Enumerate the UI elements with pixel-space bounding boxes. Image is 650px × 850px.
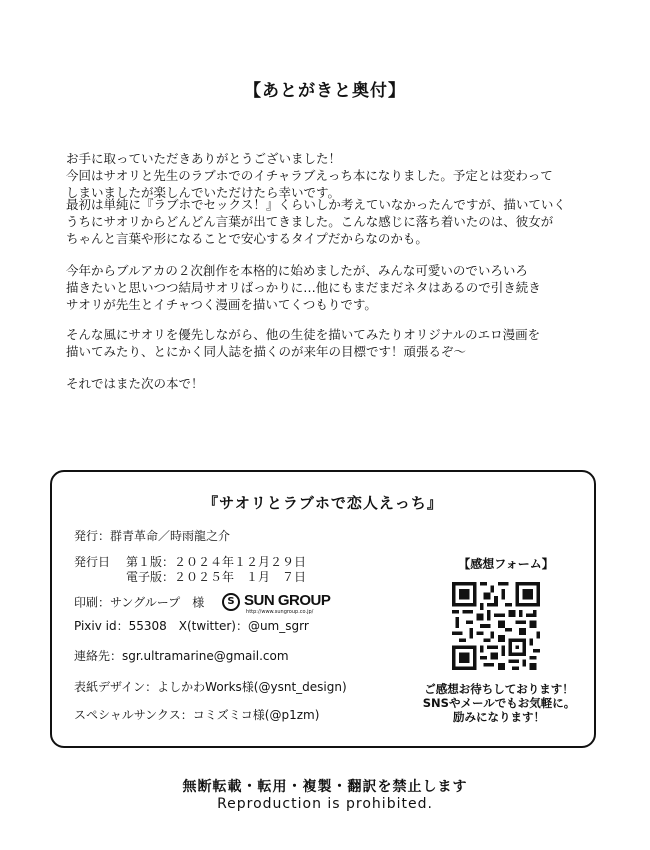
paragraph-line: サオリが先生とイチャつく漫画を描いてくつもりです。 [66,297,377,312]
publisher-line: 発行：群青革命／時雨龍之介 [74,529,231,543]
printer-text: 印刷：サングループ 様 [74,595,205,610]
cover-design-line: 表紙デザイン：よしかわWorks様(@ysnt_design) [74,680,347,694]
paragraph-line: 最初は単純に『ラブホでセックス！』くらいしか考えていなかったんですが、描いていく [66,197,566,212]
sun-group-logo-text: SUN GROUP [244,592,331,609]
copyright-notice-jp: 無断転載・転用・複製・翻訳を禁止します [182,779,468,795]
feedback-message-line: SNSやメールでもお気軽に。 [422,696,576,710]
afterword-paragraph-5 [66,375,606,392]
sun-group-mark-icon: S [222,593,240,611]
qr-code-icon[interactable] [452,582,540,670]
paragraph-line: それではまた次の本で！ [66,376,204,391]
printer-line [74,592,340,614]
paragraph-line: うちにサオリからどんどん言葉が出てきました。こんな感じに落ち着いたのは、彼女が [66,214,554,229]
copyright-notice-en: Reproduction is prohibited. [217,796,433,812]
afterword-heading: 【あとがきと奥付】 [244,81,406,101]
afterword-paragraph-2 [66,196,606,247]
special-thanks-line: スペシャルサンクス：コミズミコ様(@p1zm) [74,708,320,722]
paragraph-line: 描きたいと思いつつ結局サオリばっかりに…他にもまだまだネタはあるので引き続き [66,280,541,295]
paragraph-line: そんな風にサオリを優先しながら、他の生徒を描いてみたりオリジナルのエロ漫画を [66,327,541,342]
feedback-message-line: ご感想お待ちしております！ [424,682,574,696]
pixiv-twitter-line: Pixiv id：55308 X(twitter)：@um_sgrr [74,619,309,633]
first-edition-date: 第１版：２０２４年１２月２９日 [126,555,307,569]
paragraph-line: 今年からブルアカの２次創作を本格的に始めましたが、みんな可愛いのでいろいろ [66,263,528,278]
paragraph-line: 今回はサオリと先生のラブホでのイチャラブえっち本になりました。予定とは変わって [66,168,553,183]
paragraph-line: お手に取っていただきありがとうございました！ [66,151,342,166]
contact-line: 連絡先：sgr.ultramarine@gmail.com [74,649,289,663]
release-date-second [74,568,306,585]
sun-group-logo [222,592,340,614]
paragraph-line: 描いてみたり、とにかく同人誌を描くのが来年の目標です！頑張るぞ〜 [66,344,467,359]
book-title: 『サオリとラブホで恋人えっち』 [203,494,443,512]
afterword-paragraph-1 [66,150,606,201]
colophon-box [50,470,596,748]
release-date-label: 発行日 [74,555,111,569]
paragraph-line: ちゃんと言葉や形になることで安心するタイプだからなのかも。 [66,231,428,246]
afterword-paragraph-3 [66,262,606,313]
sun-group-logo-url: http://www.sungroup.co.jp/ [246,609,314,615]
feedback-message [404,682,594,724]
digital-edition-date: 電子版：２０２５年 １月 ７日 [126,570,307,584]
feedback-form-label: 【感想フォーム】 [458,557,554,571]
feedback-message-line: 励みになります！ [453,710,545,724]
paragraph-line: しまいましたが楽しんでいただけたら幸いです。 [66,185,341,200]
afterword-paragraph-4 [66,326,606,360]
